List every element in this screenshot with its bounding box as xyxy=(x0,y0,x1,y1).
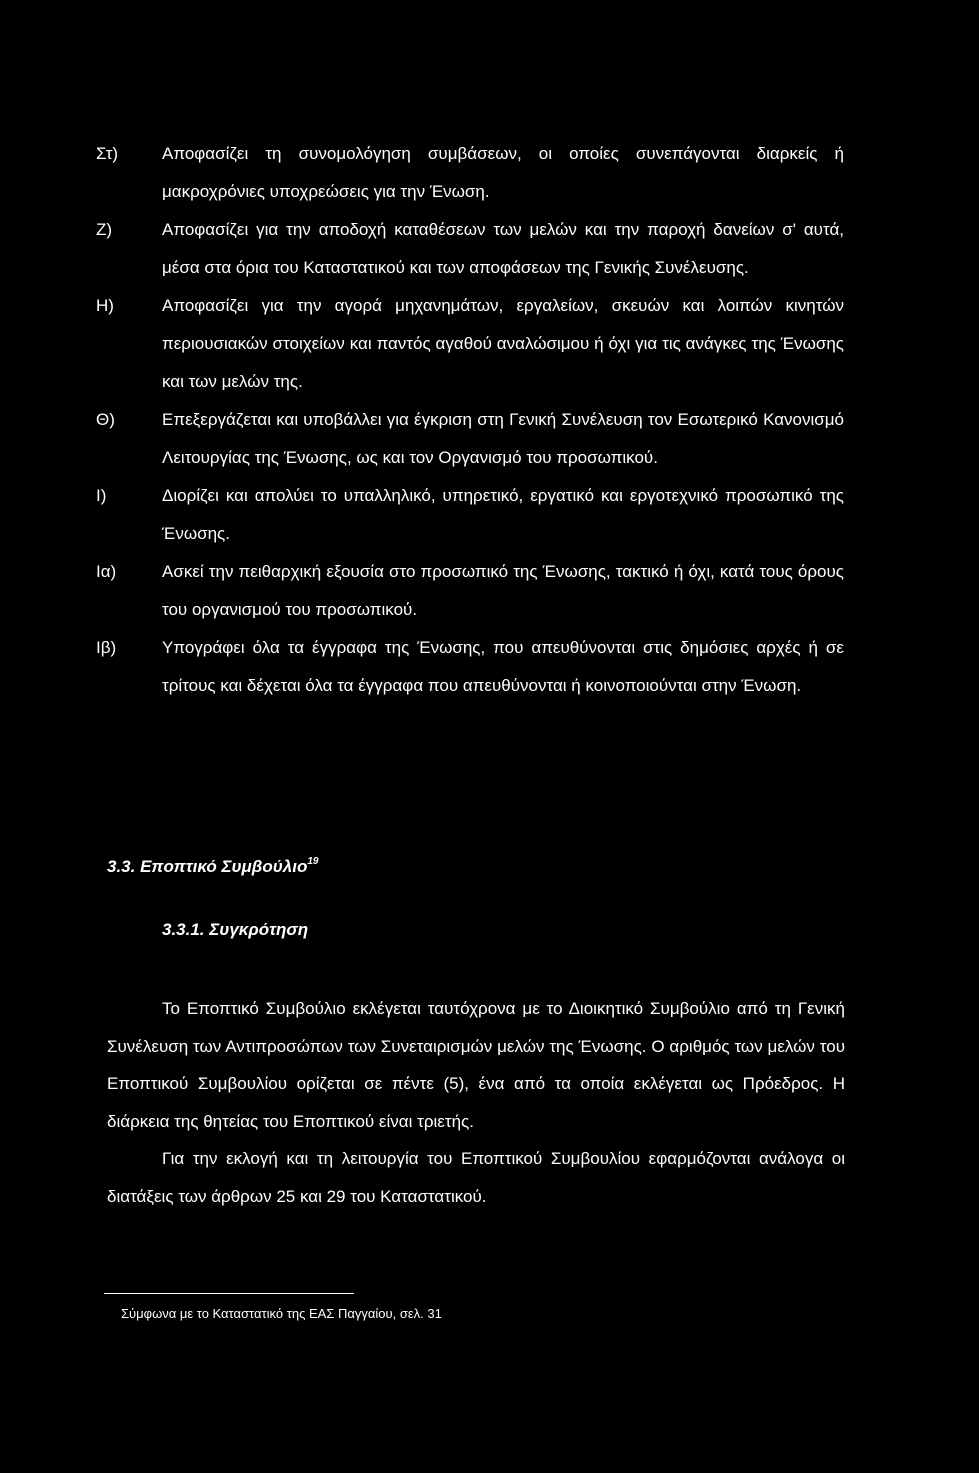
section-heading-text: 3.3. Εποπτικό Συμβούλιο xyxy=(107,857,308,876)
item-label: Ι) xyxy=(96,486,107,505)
item-text: Αποφασίζει για την αγορά μηχανημάτων, εργαλείων, σκευών και λοιπών κινητών περιουσιακών στοιχείων και παντός αγαθού αναλώσιμου ή όχι για τις ανάγκες της Ένωσης και των μελών της. xyxy=(162,296,844,391)
item-label: Ιβ) xyxy=(96,638,117,657)
article-items-list xyxy=(0,135,979,705)
item-text: Αποφασίζει τη συνομολόγηση συμβάσεων, οι οποίες συνεπάγονται διαρκείς ή μακροχρόνιες υποχρεώσεις για την Ένωση. xyxy=(162,144,844,201)
paragraph: Για την εκλογή και τη λειτουργία του Εποπτικού Συμβουλίου εφαρμόζονται ανάλογα οι διατάξεις των άρθρων 25 και 29 του Καταστατικού. xyxy=(107,1149,845,1206)
list-item xyxy=(0,401,979,477)
item-text: Επεξεργάζεται και υποβάλλει για έγκριση στη Γενική Συνέλευση τον Εσωτερικό Κανονισμό Λειτουργίας της Ένωσης, ως και τον Οργανισμό του προσωπικού. xyxy=(162,410,844,467)
list-item xyxy=(0,135,979,211)
footnote-text: Σύμφωνα με το Καταστατικό της ΕΑΣ Παγγαίου, σελ. 31 xyxy=(121,1306,442,1321)
item-text: Αποφασίζει για την αποδοχή καταθέσεων των μελών και την παροχή δανείων σ' αυτά, μέσα στα όρια του Καταστατικού και των αποφάσεων της Γενικής Συνέλευσης. xyxy=(162,220,844,277)
body-text xyxy=(107,990,845,1215)
list-item xyxy=(0,553,979,629)
item-text: Διορίζει και απολύει το υπαλληλικό, υπηρετικό, εργατικό και εργοτεχνικό προσωπικό της Ένωσης. xyxy=(162,486,844,543)
item-text: Υπογράφει όλα τα έγγραφα της Ένωσης, που απευθύνονται στις δημόσιες αρχές ή σε τρίτους και δέχεται όλα τα έγγραφα που απευθύνονται ή κοινοποιούνται στην Ένωση. xyxy=(162,638,844,695)
item-label: Θ) xyxy=(96,410,115,429)
item-label: Στ) xyxy=(96,144,119,163)
footnote-reference: 19 xyxy=(307,856,319,867)
item-label: Ζ) xyxy=(96,220,113,239)
item-label: Ια) xyxy=(96,562,117,581)
list-item xyxy=(0,629,979,705)
subsection-heading: 3.3.1. Συγκρότηση xyxy=(162,920,309,939)
list-item xyxy=(0,287,979,401)
list-item xyxy=(0,211,979,287)
footnote-divider xyxy=(104,1293,354,1294)
section-heading xyxy=(107,856,318,877)
item-label: Η) xyxy=(96,296,114,315)
list-item xyxy=(0,477,979,553)
item-text: Ασκεί την πειθαρχική εξουσία στο προσωπικό της Ένωσης, τακτικό ή όχι, κατά τους όρους του οργανισμού του προσωπικού. xyxy=(162,562,844,619)
paragraph: Το Εποπτικό Συμβούλιο εκλέγεται ταυτόχρονα με το Διοικητικό Συμβούλιο από τη Γενική Συνέλευση των Αντιπροσώπων των Συνεταιρισμών μελών της Ένωσης. Ο αριθμός των μελών του Εποπτικού Συμβουλίου ορίζεται σε πέντε (5), ένα από τα οποία εκλέγεται ως Πρόεδρος. Η διάρκεια της θητείας του Εποπτικού είναι τριετής. xyxy=(107,999,845,1131)
